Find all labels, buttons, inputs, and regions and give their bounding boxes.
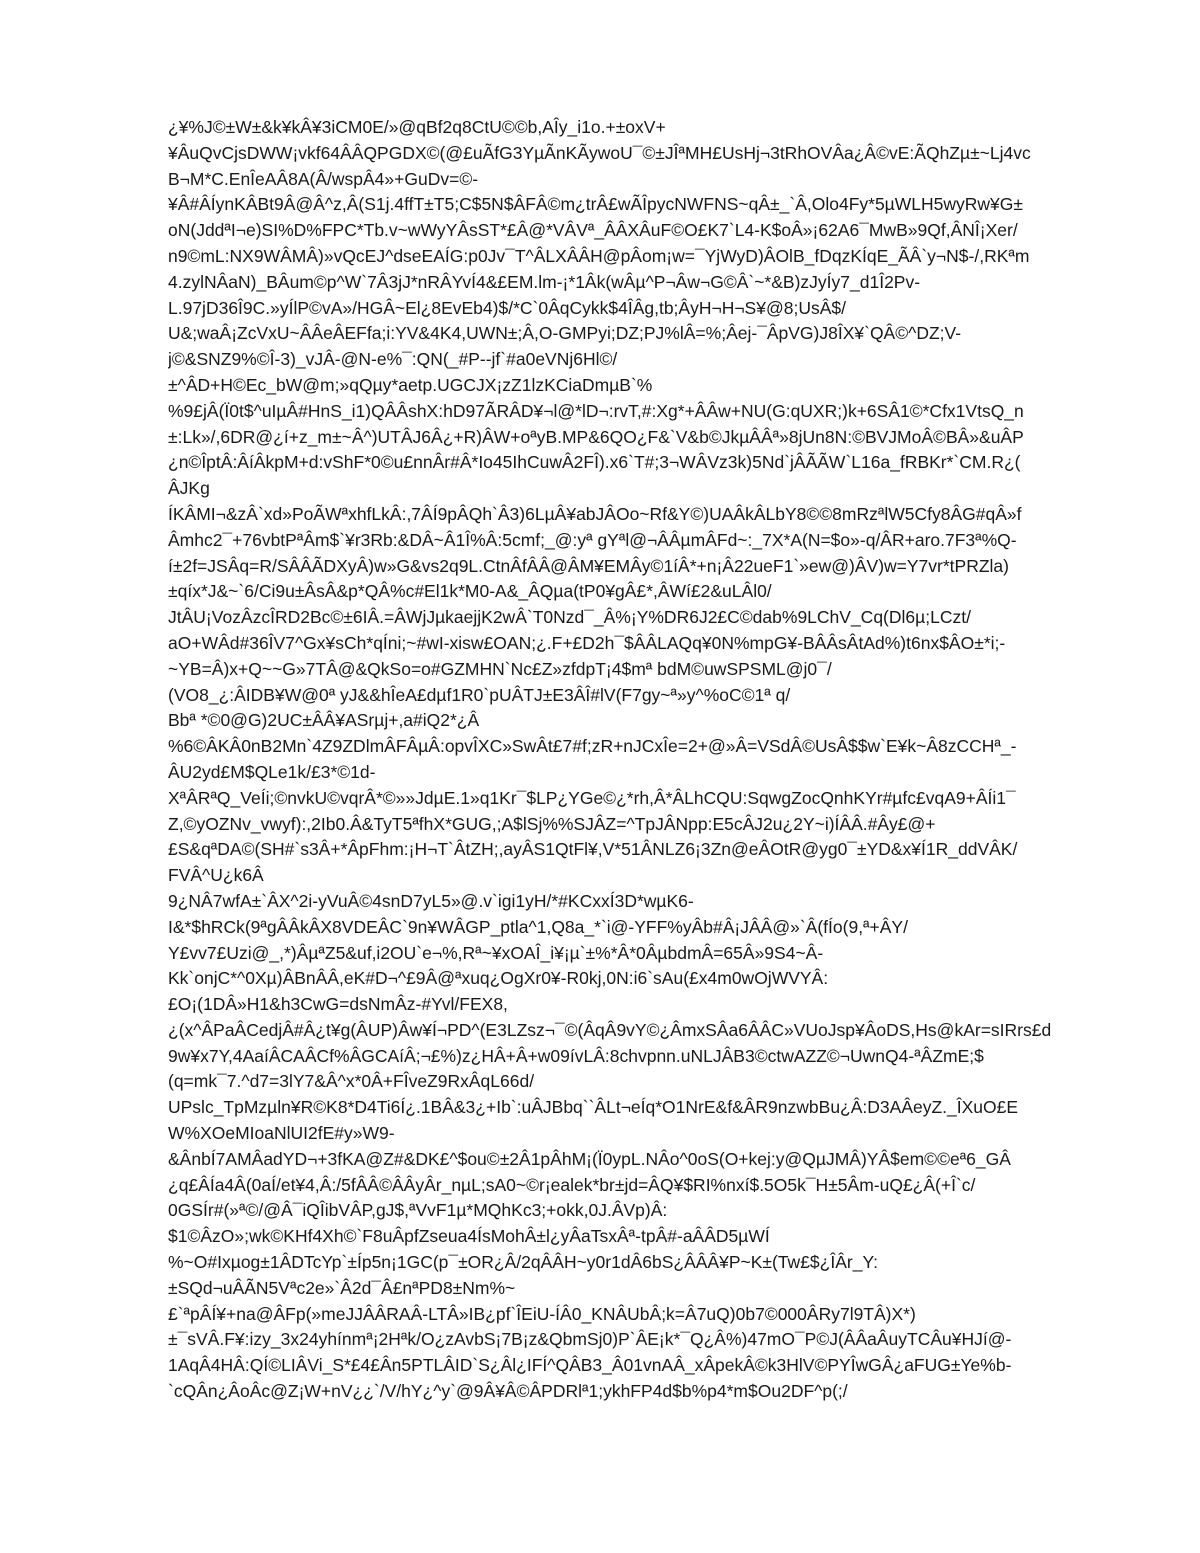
text-line: ¿n©ÎptÂ:ÂíÂkpM+d:vShF*0©u£nnÂr#Â*Io45IhCuwÂ2FÎ).x6`T#;3¬WÂVz3k)5Nd`jÂÃÃW`L16a_fRBKr*`CM.R¿( [168,452,1021,473]
text-line: Bbª *©0@G)2UC±ÂÂ¥ASrµj+,a#iQ2*¿Â [168,710,480,731]
text-line: £`ªpÂÍ¥+na@ÂFp(»meJJÂÂRAÂ-LTÂ»IB¿pf`ÎEiU-ÍÂ0_KNÂUbÂ;k=Â7uQ)0b7©000ÂRy7l9TÂ)X*) [168,1303,916,1324]
text-line: ¿(x^ÂPaÂCedjÂ#Â¿t¥g(ÂUP)Âw¥Í¬PD^(E3LZsz¬¯©(ÂqÂ9vY©¿ÂmxSÂa6ÂÂC»VUoJsp¥ÂoDS,Hs@kAr=sIRrs£d [168,1019,1052,1040]
text-line: UPslc_TpMzµln¥R©K8*D4Ti6Í¿.1BÂ&3¿+Ib`:uÂJBbq``ÂLt¬eÍq*O1NrE&f&ÂR9nzwbBu¿Â:D3AÂeyZ._ÎXuO£E [168,1097,1019,1118]
text-line: ¿¥%J©±W±&k¥kÂ¥3iCM0E/»@qBf2q8CtU©©b,AÎy_i1o.+±oxV+ [168,117,666,137]
text-line: ¿q£ÂÍa4Â(0aÍ/et¥4,Â:/5fÂÂ©ÂÂyÂr_nµL;sA0~©r¡ealek*br±jd=ÂQ¥$RI%nxí$.5O5k¯H±5Âm-uQ£¿Â(+Î`c/ [168,1174,976,1195]
text-line: I&*$hRCk(9ªgÂÂkÂX8VDEÂC`9n¥WÂGP_ptla^1,Q8a_*`i@-YFF%yÂb#Â¡JÂÂ@»`Â(fÍo(9,ª+ÂY/ [168,916,908,937]
text-line: Kk`onjC*^0Xµ)ÂBnÂÂ,eK#D¬^£9Â@ªxuq¿OgXr0¥-R0kj,0N:i6`sAu(£x4m0wOjWVYÂ: [168,968,829,989]
text-line: í±2f=JSÂq=R/SÂÂÃDXyÂ)w»G&vs2q9L.CtnÂfÂÂ@ÂM¥EMÂy©1íÂ*+n¡Â22ueF1`»ew@)ÂV)w=Y7vr*tPRZla) [168,555,1009,576]
text-line: Y£vv7£Uzi@_,*)ÂµªZ5&uf,i2OU`e¬%,Rª~¥xOAÎ_i¥¡µ`±%*Â*0ÂµbdmÂ=65Â»9S4~Â- [168,942,824,963]
text-line: `cQÂn¿ÂoÂc@Z¡W+nV¿¿`/V/hY¿^y`@9Â¥Â©ÂPDRlª1;ykhFP4d$b%p4*m$Ou2DF^p(;/ [168,1381,848,1402]
text-line: ±^ÂD+H©Ec_bW@m;»qQµy*aetp.UGCJX¡zZ1lzKCiaDmµB`% [168,374,653,395]
text-line: ±¯sVÂ.F¥:izy_3x24yhínmª¡2Hªk/O¿zAvbS¡7B¡z&QbmSj0)P`ÂE¡k*¯Q¿Â%)47mO¯P©J(ÂÂaÂuyTCÂu¥HJí@- [168,1329,1012,1350]
text-line: ~YB=Â)x+Q~~G»7TÂ@&QkSo=o#GZMHN`Nc£Z»zfdpT¡4$mª bdM©uwSPSML@j0¯/ [168,658,832,679]
text-line: ÍKÂMI¬&zÂ`xd»PoÃWªxhfLkÂ:,7ÂÍ9pÂQh`Â3)6LµÂ¥abJÂOo~Rf&Y©)UAÂkÂLbY8©©8mRzªlW5Cfy8ÂG#qÂ»f [168,503,1022,524]
text-line: ¥ÂuQvCjsDWW¡vkf64ÂÂQPGDX©(@£uÃfG3YµÃnKÃywoU¯©±JÎªMH£UsHj¬3tRhOVÂa¿Â©vE:ÃQhZµ±~Lj4vc [168,142,1031,163]
text-line: B¬M*C.EnÎeAÂ8A(Â/wspÂ4»+GuDv=©- [168,168,479,189]
text-line: L.97jD36Î9C.»yÍlP©vA»/HGÂ~El¿8EvEb4)$/*C`0ÂqCykk$4ÎÂg,tb;ÂyH¬H¬S¥@8;UsÂ$/ [168,297,846,318]
text-line: %6©ÂKÂ0nB2Mn`4Z9ZDlmÂFÂµÂ:opvÎXC»SwÂt£7#f;zR+nJCxÎe=2+@»Â=VSdÂ©UsÂ$$w`E¥k~Â8zCCHª_- [168,736,1017,757]
text-line: U&;waÂ¡ZcVxU~ÂÂeÂEFfa;i:YV&4K4,UWN±;Â,O-GMPyi;DZ;PJ%lÂ=%;Âej-¯ÂpVG)J8ÎX¥`QÂ©^DZ;V- [168,323,962,344]
text-line: &ÂnbÍ7AMÂadYD¬+3fKA@Z#&DK£^$ou©±2Â1pÂhM¡(Ï0ypL.NÂo^0oS(O+kej:y@QµJMÂ)YÂ$em©©eª6_GÂ [168,1148,1011,1169]
garbled-text-body [168,115,1148,1405]
text-line: j©&SNZ9%©Î-3)_vJÂ-@N-e%¯:QN(_#P--jf`#a0eVNj6Hl©/ [168,349,618,370]
text-line: %9£jÂ(Ï0t$^uIµÂ#HnS_i1)QÂÂshX:hD97ÃRÂD¥¬l@*lD¬:rvT,#:Xg*+ÂÂw+NU(G:qUXR;)k+6SÂ1©*Cfx1VtsQ_n [168,400,1024,421]
text-line: 4.zylNÂaN)_BÂum©p^W`7Â3jJ*nRÂYvÍ4&£EM.lm-¡*1Âk(wÂµ^P¬Âw¬G©Â`~*&B)zJyÍy7_d1Î2Pv- [168,271,921,292]
text-line: ±:Lk»/,6DR@¿í+z_m±~Â^)UTÂJ6Â¿+R)ÂW+oªyB.MP&6QO¿F&`V&b©JkµÂÂª»8jUn8N:©BVJMoÂ©BÂ»&uÂP [168,426,1024,447]
text-line: Âmhc2¯+76vbtPªÂm$`¥r3Rb:&DÂ~Â1Î%Â:5cmf;_@:yª gYªl@¬ÂÂµmÂFd~:_7X*A(N=$o»-q/ÂR+aro.7F3ª%Q- [168,529,1017,550]
text-line: (VO8_¿:ÂIDB¥W@0ª yJ&&hÎeA£dµf1R0`pUÂTJ±E3ÂÎ#lV(F7gy~ª»y^%oC©1ª q/ [168,684,791,705]
text-line: XªÂRªQ_VeÍi;©nvkU©vqrÂ*©»»JdµE.1»q1Kr¯$LP¿YGe©¿*rh,Â*ÂLhCQU:SqwgZocQnhKYr#µfc£vqA9+ÂÍi1¯ [168,787,1016,808]
text-line: 0GSÍr#(»ª©/@Â¯iQÎibVÂP,gJ$,ªVvF1µ*MQhKc3;+okk,0J.ÂVp)Â: [168,1200,668,1221]
text-line: £O¡(1DÂ»H1&h3CwG=dsNmÂz-#Yvl/FEX8, [168,994,508,1015]
text-line: 9¿NÂ7wfA±`ÂX^2i-yVuÂ©4snD7yL5»@.v`igi1yH/*#KCxxÍ3D*wµK6- [168,890,694,911]
text-line: JtÂU¡VozÂzcÎRD2Bc©±6IÂ.=ÂWjJµkaejjK2wÂ`T0Nzd¯_Â%¡Y%DR6J2£C©dab%9LChV_Cq(Dl6µ;LCzt/ [168,607,971,628]
text-line: n9©mL:NX9WÂMÂ)»vQcEJ^dseEAÍG:p0Jv¯T^ÂLXÂÂH@pÂom¡w=¯YjWyD)ÂOlB_fDqzKÍqE_ÃÂ`y¬N$-/,RKªm [168,245,1030,266]
text-line: £S&qªDA©(SH#`s3Â+*ÂpFhm:¡H¬T`ÂtZH;,ayÂS1QtFl¥,V*51ÂNLZ6¡3Zn@eÂOtR@yg0¯±YD&x¥Í1R_ddVÂK/ [168,839,1018,860]
text-line: $1©ÂzO»;wk©KHf4Xh©`F8uÂpfZseua4ÍsMohÂ±l¿yÂaTsxÂª-tpÂ#-aÂÂD5µWÍ [168,1226,770,1247]
text-line: 1AqÂ4HÂ:QÍ©LIÂVi_S*£4£Ân5PTLÂID`S¿Âl¿IFÍ^QÂB3_Â01vnAÂ_xÂpekÂ©k3HlV©PYÎwGÂ¿aFUG±Ye%b- [168,1355,1012,1376]
text-line: ÂU2yd£M$QLe1k/£3*©1d- [168,761,376,782]
text-line: oN(JddªI¬e)SI%D%FPC*Tb.v~wWyYÂsST*£Â@*VÂVª_ÂÂXÂuF©O£K7`L4-K$oÂ»¡62A6¯MwB»9Qf,ÂNÎ¡Xer/ [168,220,1018,241]
text-line: FVÂ^U¿k6Â [168,865,264,886]
text-line: ±qíx*J&~`6/Ci9u±ÂsÂ&p*QÂ%c#El1k*M0-A&_ÂQµa(tP0¥gÂ£*,ÂWí£2&uLÂl0/ [168,581,772,602]
text-line: W%XOeMIoaNlUI2fE#y»W9- [168,1123,395,1144]
text-line: aO+WÂd#36ÎV7^Gx¥sCh*qÍni;~#wI-xisw£OAN;¿.F+£D2h¯$ÂÂLAQq¥0N%mpG¥-BÂÂsÂtAd%)t6nx$ÂO±*i;- [168,632,1006,653]
text-line: Z,©yOZNv_vwyf):,2Ib0.Â&TyT5ªfhX*GUG,;A$lSj%%SJÂZ=^TpJÂNpp:E5cÂJ2u¿2Y~i)ÍÂÂ.#Ây£@+ [168,813,936,834]
text-line: (q=mk¯7.^d7=3lY7&Â^x*0Â+FÎveZ9RxÂqL66d/ [168,1071,535,1092]
text-line: ¥Â#ÂÍynKÂBt9Â@Â^z,Â(S1j.4ffT±T5;C$5N$ÂFÂ©m¿trÂ£wÃÎpycNWFNS~qÂ±_`Â,Olo4Fy*5µWLH5wyRw¥G± [168,194,1023,215]
text-line: 9w¥x7Y,4AaíÂCAÂCf%ÂGCAíÂ;¬£%)z¿HÂ+Â+w09ívLÂ:8chvpnn.uNLJÂB3©ctwAZZ©¬UwnQ4-ªÂZmE;$ [168,1045,984,1066]
text-line: ÂJKg [168,478,210,499]
text-line: %~O#Ixµog±1ÂDTcYp`±Íp5n¡1GC(p¯±OR¿Â/2qÂÂH~y0r1dÂ6bS¿ÂÂÂ¥P~K±(Tw£$¿ÎÂr_Y: [168,1252,879,1273]
text-line: ±SQd¬uÂÃN5Vªc2e»`Â2d¯Â£nªPD8±Nm%~ [168,1277,516,1298]
